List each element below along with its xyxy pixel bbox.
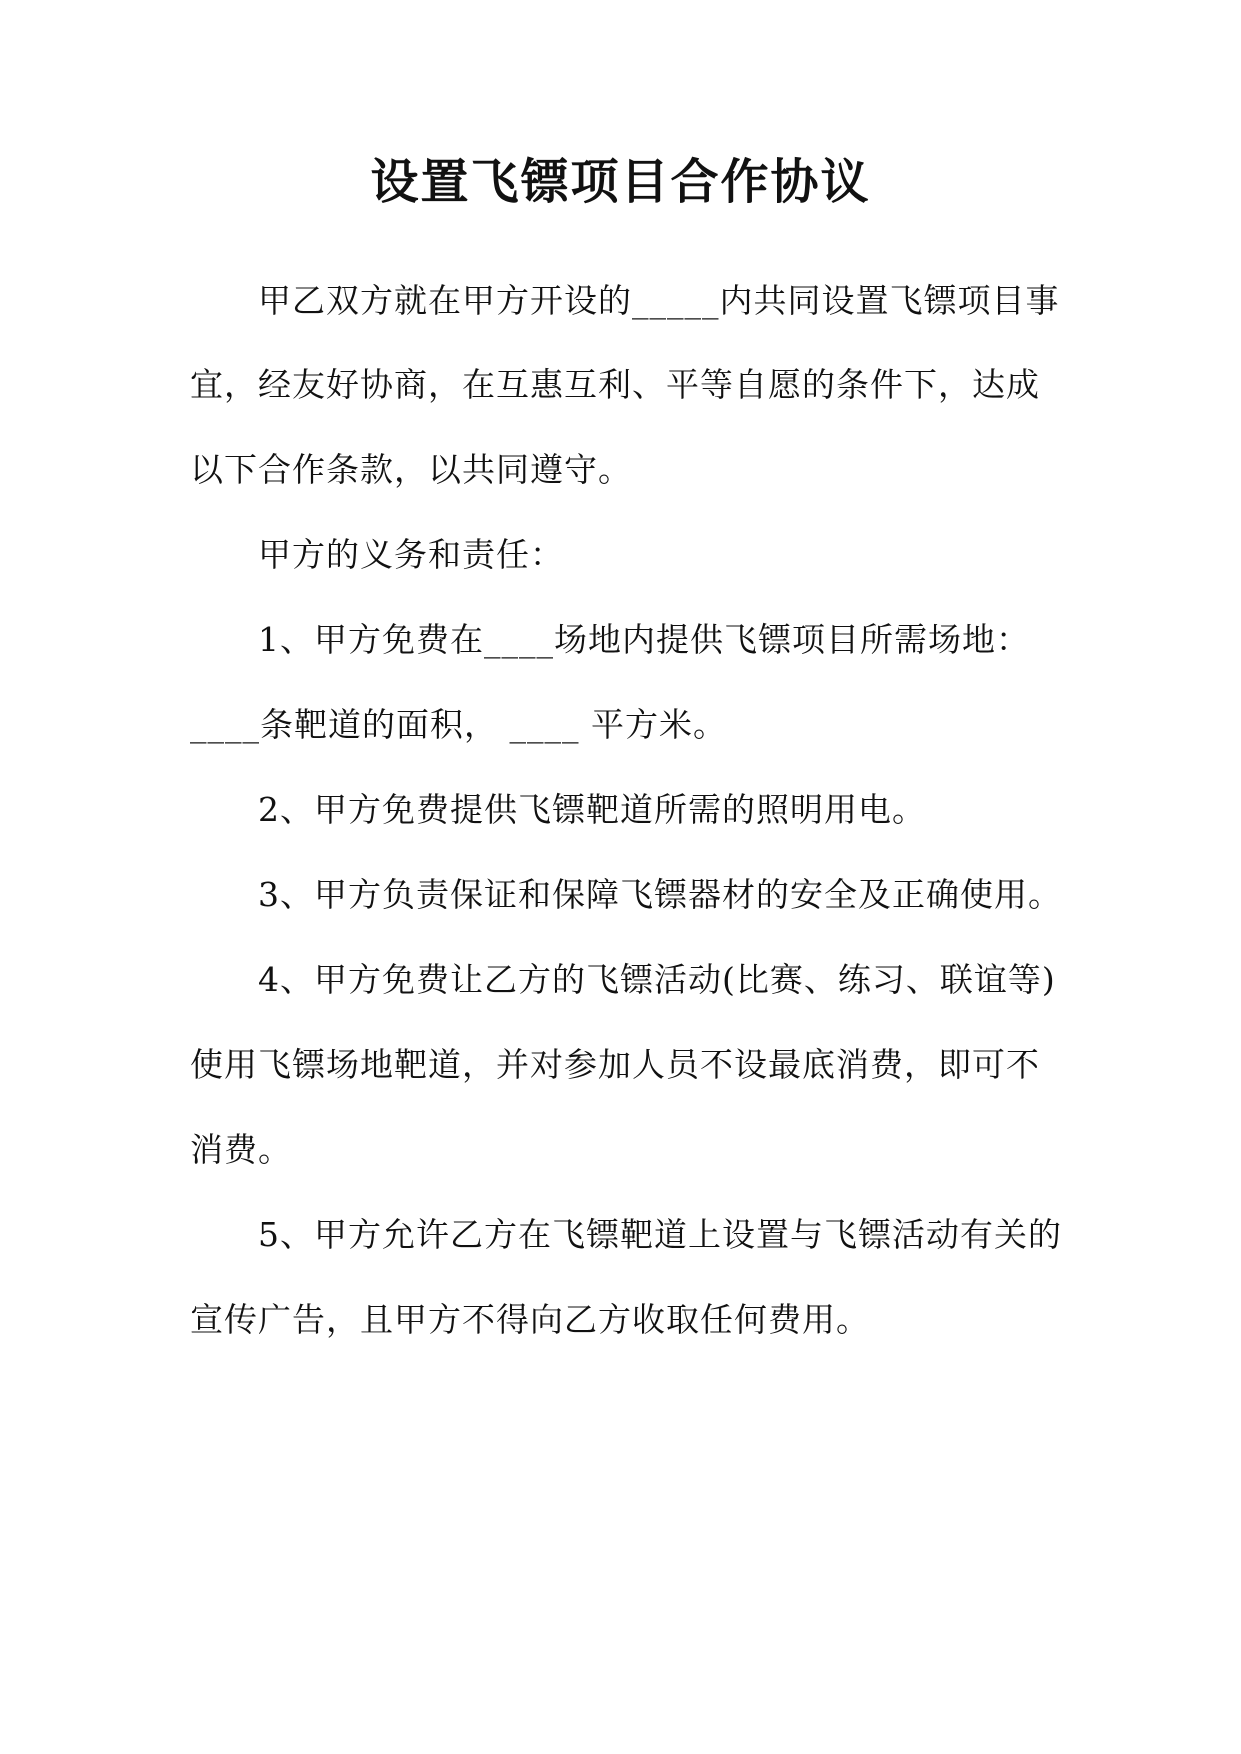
clause-5-line-2: 宣传广告，且甲方不得向乙方收取任何费用。 xyxy=(190,1300,870,1339)
clause-1-line-2: ____条靶道的面积， ____ 平方米。 xyxy=(190,705,727,744)
clause-5-line-1: 5、甲方允许乙方在飞镖靶道上设置与飞镖活动有关的 xyxy=(258,1215,1062,1254)
clause-1-line-1: 1、甲方免费在____场地内提供飞镖项目所需场地： xyxy=(258,620,1030,659)
document-title: 设置飞镖项目合作协议 xyxy=(370,154,871,210)
clause-4-line-2: 使用飞镖场地靶道，并对参加人员不设最底消费，即可不 xyxy=(190,1045,1040,1084)
clause-4-line-1: 4、甲方免费让乙方的飞镖活动(比赛、练习、联谊等) xyxy=(258,960,1056,999)
paragraph-intro-line-2: 宜，经友好协商，在互惠互利、平等自愿的条件下，达成 xyxy=(190,365,1040,404)
section-heading-party-a: 甲方的义务和责任： xyxy=(258,535,564,574)
paragraph-intro-line-1: 甲乙双方就在甲方开设的_____内共同设置飞镖项目事 xyxy=(258,281,1060,320)
clause-3: 3、甲方负责保证和保障飞镖器材的安全及正确使用。 xyxy=(258,875,1062,914)
clause-4-line-3: 消费。 xyxy=(190,1130,292,1169)
paragraph-intro-line-3: 以下合作条款，以共同遵守。 xyxy=(190,450,632,489)
clause-2: 2、甲方免费提供飞镖靶道所需的照明用电。 xyxy=(258,790,926,829)
